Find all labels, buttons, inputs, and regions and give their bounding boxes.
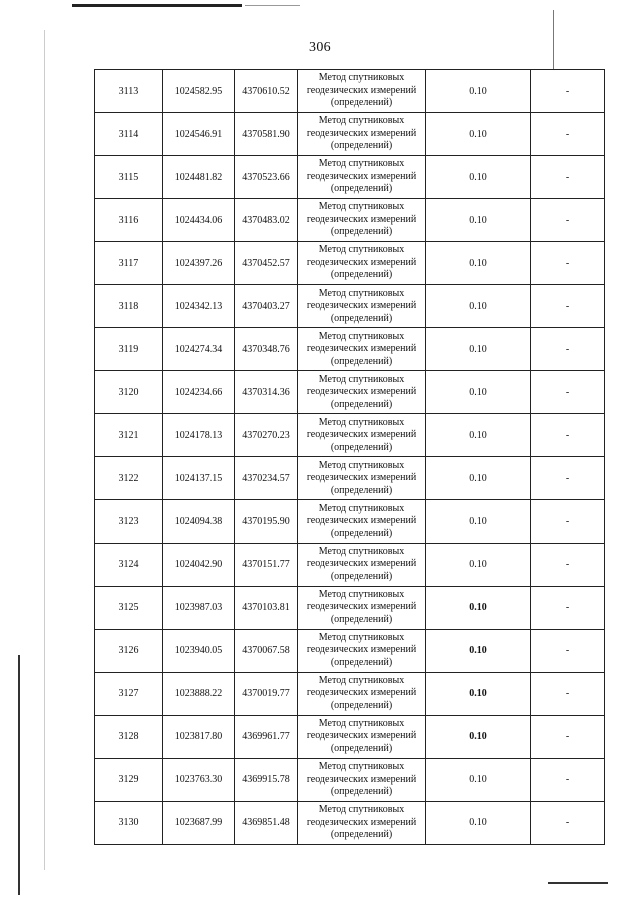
point-number-cell: 3123: [95, 500, 163, 543]
method-line: (определений): [330, 484, 393, 496]
table-row: [95, 242, 605, 285]
x-coordinate-cell: 1024397.26: [163, 242, 235, 285]
y-coordinate-cell: 4370610.52: [235, 70, 298, 113]
precision-cell: 0.10: [426, 543, 531, 586]
point-number-cell: 3130: [95, 801, 163, 844]
table-row: [95, 371, 605, 414]
precision-cell: 0.10: [426, 328, 531, 371]
x-coordinate-cell: 1024094.38: [163, 500, 235, 543]
point-number-cell: 3119: [95, 328, 163, 371]
precision-cell: 0.10: [426, 758, 531, 801]
method-line: геодезических измерений: [306, 127, 417, 139]
method-line: геодезических измерений: [306, 300, 417, 311]
point-number-cell: 3116: [95, 199, 163, 242]
x-coordinate-cell: 1024582.95: [163, 70, 235, 113]
method-line: (определений): [330, 355, 393, 367]
note-cell: -: [531, 801, 605, 844]
table-row: [95, 543, 605, 586]
y-coordinate-cell: 4370452.57: [235, 242, 298, 285]
point-number-cell: 3113: [95, 70, 163, 113]
method-line: геодезических измерений: [306, 213, 417, 225]
x-coordinate-cell: 1023987.03: [163, 586, 235, 629]
method-line: Метод спутниковых: [318, 674, 405, 686]
method-line: Метод спутниковых: [318, 201, 405, 213]
y-coordinate-cell: 4370151.77: [235, 543, 298, 586]
table-row: [95, 113, 605, 156]
method-line: геодезических измерений: [306, 644, 417, 656]
scan-artifact-left-faint: [44, 30, 45, 870]
method-cell: [298, 156, 426, 199]
method-line: геодезических измерений: [306, 687, 417, 699]
x-coordinate-cell: 1023888.22: [163, 672, 235, 715]
note-cell: -: [531, 70, 605, 113]
y-coordinate-cell: 4370523.66: [235, 156, 298, 199]
point-number-cell: 3127: [95, 672, 163, 715]
x-coordinate-cell: 1024342.13: [163, 285, 235, 328]
scan-artifact-top: [72, 4, 242, 7]
method-line: (определений): [330, 699, 393, 711]
precision-cell: 0.10: [426, 199, 531, 242]
point-number-cell: 3120: [95, 371, 163, 414]
note-cell: -: [531, 586, 605, 629]
method-line: Метод спутниковых: [318, 287, 405, 299]
method-line: геодезических измерений: [306, 601, 417, 613]
precision-cell: 0.10: [426, 156, 531, 199]
method-cell: [298, 629, 426, 672]
precision-cell: 0.10: [426, 242, 531, 285]
precision-cell: 0.10: [426, 371, 531, 414]
y-coordinate-cell: 4370581.90: [235, 113, 298, 156]
point-number-cell: 3126: [95, 629, 163, 672]
method-cell: [298, 199, 426, 242]
method-cell: [298, 70, 426, 113]
y-coordinate-cell: 4369961.77: [235, 715, 298, 758]
method-line: (определений): [330, 613, 393, 625]
method-cell: [298, 457, 426, 500]
y-coordinate-cell: 4369851.48: [235, 801, 298, 844]
precision-cell: 0.10: [426, 672, 531, 715]
y-coordinate-cell: 4370067.58: [235, 629, 298, 672]
table-row: [95, 285, 605, 328]
table-row: [95, 156, 605, 199]
table-row: [95, 199, 605, 242]
method-line: геодезических измерений: [306, 256, 417, 268]
method-cell: [298, 672, 426, 715]
precision-cell: 0.10: [426, 629, 531, 672]
precision-cell: 0.10: [426, 285, 531, 328]
method-line: Метод спутниковых: [318, 158, 405, 170]
method-line: (определений): [330, 829, 393, 841]
method-line: (определений): [330, 226, 393, 238]
method-line: Метод спутниковых: [318, 459, 405, 471]
method-cell: [298, 586, 426, 629]
y-coordinate-cell: 4370403.27: [235, 285, 298, 328]
method-cell: [298, 328, 426, 371]
method-line: (определений): [330, 140, 393, 152]
precision-cell: 0.10: [426, 586, 531, 629]
point-number-cell: 3114: [95, 113, 163, 156]
y-coordinate-cell: 4370483.02: [235, 199, 298, 242]
table-row: [95, 715, 605, 758]
note-cell: -: [531, 113, 605, 156]
method-line: (определений): [330, 656, 393, 668]
x-coordinate-cell: 1024481.82: [163, 156, 235, 199]
method-cell: [298, 801, 426, 844]
table-row: [95, 672, 605, 715]
point-number-cell: 3115: [95, 156, 163, 199]
x-coordinate-cell: 1023763.30: [163, 758, 235, 801]
method-line: (определений): [330, 527, 393, 539]
method-line: Метод спутниковых: [318, 416, 405, 428]
method-line: (определений): [330, 441, 393, 453]
precision-cell: 0.10: [426, 500, 531, 543]
point-number-cell: 3124: [95, 543, 163, 586]
note-cell: -: [531, 758, 605, 801]
x-coordinate-cell: 1024178.13: [163, 414, 235, 457]
x-coordinate-cell: 1024042.90: [163, 543, 235, 586]
precision-cell: 0.10: [426, 70, 531, 113]
point-number-cell: 3121: [95, 414, 163, 457]
page-number: 306: [309, 40, 331, 55]
point-number-cell: 3129: [95, 758, 163, 801]
method-line: Метод спутниковых: [318, 631, 405, 643]
method-line: Метод спутниковых: [318, 804, 405, 816]
method-line: геодезических измерений: [306, 515, 417, 527]
precision-cell: 0.10: [426, 801, 531, 844]
note-cell: -: [531, 543, 605, 586]
method-line: геодезических измерений: [306, 170, 417, 182]
note-cell: -: [531, 328, 605, 371]
note-cell: -: [531, 242, 605, 285]
note-cell: -: [531, 199, 605, 242]
method-line: геодезических измерений: [306, 343, 417, 355]
note-cell: -: [531, 629, 605, 672]
method-line: (определений): [330, 742, 393, 754]
method-line: геодезических измерений: [306, 84, 417, 96]
table-row: [95, 801, 605, 844]
table-body: [95, 70, 605, 845]
method-line: (определений): [330, 570, 393, 582]
method-line: Метод спутниковых: [318, 761, 405, 773]
method-line: (определений): [330, 183, 393, 195]
note-cell: -: [531, 371, 605, 414]
method-line: Метод спутниковых: [318, 72, 405, 84]
precision-cell: 0.10: [426, 457, 531, 500]
x-coordinate-cell: 1023687.99: [163, 801, 235, 844]
y-coordinate-cell: 4370314.36: [235, 371, 298, 414]
method-cell: [298, 285, 426, 328]
scan-artifact-bottom: [548, 882, 608, 884]
note-cell: -: [531, 500, 605, 543]
point-number-cell: 3128: [95, 715, 163, 758]
note-cell: -: [531, 457, 605, 500]
x-coordinate-cell: 1023940.05: [163, 629, 235, 672]
method-cell: [298, 758, 426, 801]
table-row: [95, 328, 605, 371]
method-line: геодезических измерений: [306, 816, 417, 828]
y-coordinate-cell: 4370270.23: [235, 414, 298, 457]
coordinates-table: [94, 69, 605, 845]
y-coordinate-cell: 4370195.90: [235, 500, 298, 543]
method-line: Метод спутниковых: [318, 545, 405, 557]
method-line: Метод спутниковых: [318, 502, 405, 514]
scan-artifact-top-faint: [245, 5, 300, 6]
point-number-cell: 3122: [95, 457, 163, 500]
x-coordinate-cell: 1024274.34: [163, 328, 235, 371]
method-line: (определений): [330, 312, 393, 324]
method-line: Метод спутниковых: [318, 588, 405, 600]
method-line: (определений): [330, 786, 393, 798]
y-coordinate-cell: 4369915.78: [235, 758, 298, 801]
x-coordinate-cell: 1024137.15: [163, 457, 235, 500]
method-cell: [298, 500, 426, 543]
y-coordinate-cell: 4370019.77: [235, 672, 298, 715]
scan-artifact-left: [18, 655, 20, 895]
precision-cell: 0.10: [426, 715, 531, 758]
method-cell: [298, 715, 426, 758]
precision-cell: 0.10: [426, 113, 531, 156]
note-cell: -: [531, 156, 605, 199]
x-coordinate-cell: 1024546.91: [163, 113, 235, 156]
table-row: [95, 500, 605, 543]
method-line: (определений): [330, 97, 393, 109]
point-number-cell: 3118: [95, 285, 163, 328]
note-cell: -: [531, 715, 605, 758]
table-row: [95, 70, 605, 113]
method-line: геодезических измерений: [306, 558, 417, 570]
note-cell: -: [531, 285, 605, 328]
method-cell: [298, 414, 426, 457]
x-coordinate-cell: 1024434.06: [163, 199, 235, 242]
table-row: [95, 586, 605, 629]
method-cell: [298, 242, 426, 285]
method-cell: [298, 113, 426, 156]
method-cell: [298, 371, 426, 414]
method-line: Метод спутниковых: [318, 373, 405, 385]
method-line: (определений): [330, 398, 393, 410]
note-cell: -: [531, 414, 605, 457]
note-cell: -: [531, 672, 605, 715]
table-row: [95, 414, 605, 457]
method-line: геодезических измерений: [306, 773, 417, 785]
method-line: геодезических измерений: [306, 472, 417, 484]
table-row: [95, 758, 605, 801]
y-coordinate-cell: 4370234.57: [235, 457, 298, 500]
method-line: (определений): [330, 269, 393, 281]
method-line: Метод спутниковых: [318, 115, 405, 127]
y-coordinate-cell: 4370103.81: [235, 586, 298, 629]
method-cell: [298, 543, 426, 586]
method-line: геодезических измерений: [306, 386, 417, 398]
table-row: [95, 457, 605, 500]
x-coordinate-cell: 1023817.80: [163, 715, 235, 758]
precision-cell: 0.10: [426, 414, 531, 457]
point-number-cell: 3125: [95, 586, 163, 629]
method-line: Метод спутниковых: [318, 330, 405, 342]
method-line: Метод спутниковых: [318, 244, 405, 256]
point-number-cell: 3117: [95, 242, 163, 285]
y-coordinate-cell: 4370348.76: [235, 328, 298, 371]
x-coordinate-cell: 1024234.66: [163, 371, 235, 414]
method-line: геодезических измерений: [306, 429, 417, 441]
method-line: Метод спутниковых: [318, 717, 405, 729]
method-line: геодезических измерений: [306, 730, 417, 742]
table-row: [95, 629, 605, 672]
